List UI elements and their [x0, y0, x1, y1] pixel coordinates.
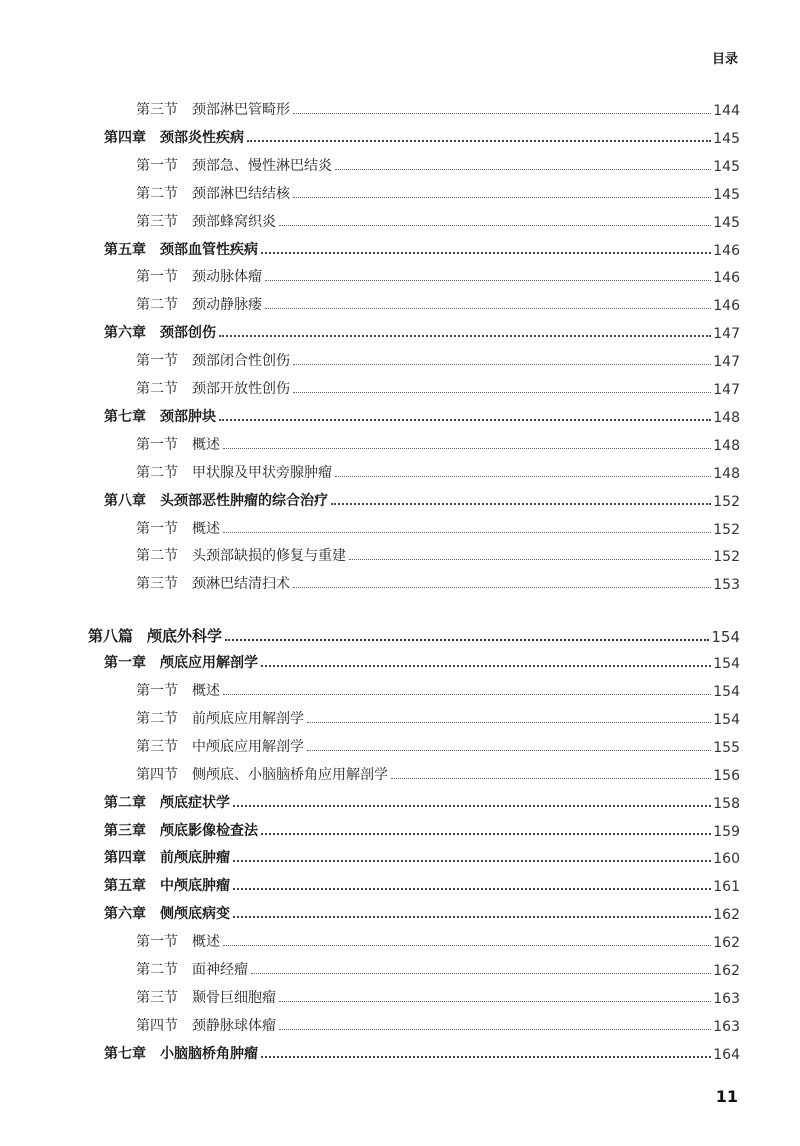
toc-entry-page-number: 159	[713, 823, 740, 840]
toc-entry-number: 第一节	[136, 436, 178, 453]
toc-section-entry[interactable]	[136, 374, 740, 398]
toc-entry-title: 前颅底肿瘤	[160, 850, 230, 867]
toc-entry-page-number: 154	[713, 711, 740, 728]
dot-leader	[223, 945, 711, 946]
dot-leader	[261, 833, 711, 835]
toc-entry-page-number: 148	[713, 409, 740, 426]
toc-chapter-entry[interactable]	[104, 486, 740, 510]
toc-entry-title: 概述	[192, 934, 220, 951]
toc-section-entry[interactable]	[136, 569, 740, 593]
toc-entry-number: 第一节	[136, 934, 178, 951]
toc-entry-page-number: 147	[713, 326, 740, 343]
toc-entry-title: 概述	[192, 683, 220, 699]
toc-chapter-entry[interactable]	[104, 843, 740, 867]
toc-entry-number: 第二节	[136, 297, 178, 314]
toc-entry-number: 第二节	[136, 381, 178, 397]
toc-chapter-entry[interactable]	[104, 788, 740, 812]
toc-entry-title: 颈部肿块	[160, 408, 216, 425]
toc-entry-page-number: 154	[713, 684, 740, 700]
toc-entry-page-number: 158	[713, 795, 740, 812]
dot-leader	[293, 392, 711, 393]
toc-section-entry[interactable]	[136, 262, 740, 286]
toc-entry-page-number: 152	[713, 521, 740, 538]
toc-entry-title: 头颈部缺损的修复与重建	[192, 548, 346, 565]
toc-entry-number: 第四节	[136, 1017, 178, 1034]
toc-chapter-entry[interactable]	[104, 123, 740, 147]
dot-leader	[307, 722, 711, 723]
toc-entry-page-number: 152	[713, 549, 740, 566]
dot-leader	[251, 973, 711, 974]
toc-section-entry[interactable]	[136, 983, 740, 1007]
toc-entry-page-number: 160	[713, 851, 740, 868]
toc-entry-page-number: 161	[713, 879, 740, 896]
toc-entry-title: 颈部淋巴结结核	[192, 185, 290, 202]
running-header: 目录	[711, 52, 738, 67]
toc-entry-page-number: 147	[713, 382, 740, 398]
toc-chapter-entry[interactable]	[104, 871, 740, 895]
dot-leader	[331, 503, 711, 505]
toc-entry-title: 颈静脉球体瘤	[192, 1017, 276, 1034]
toc-section-entry[interactable]	[136, 458, 740, 482]
toc-section-entry[interactable]	[136, 151, 740, 175]
toc-entry-title: 颈动静脉瘘	[192, 297, 262, 314]
toc-section-entry[interactable]	[136, 95, 740, 119]
dot-leader	[233, 916, 711, 918]
dot-leader	[219, 335, 711, 337]
toc-entry-number: 第一节	[136, 520, 178, 537]
toc-entry-number: 第三节	[136, 102, 178, 118]
dot-leader	[223, 532, 711, 533]
dot-leader	[223, 694, 711, 695]
dot-leader	[349, 559, 711, 560]
toc-entry-number: 第七章	[104, 408, 146, 425]
toc-chapter-entry[interactable]	[104, 235, 740, 259]
toc-entry-number: 第八章	[104, 492, 146, 509]
toc-entry-title: 中颅底肿瘤	[160, 878, 230, 895]
toc-entry-title: 颈部开放性创伤	[192, 381, 290, 397]
toc-entry-title: 面神经瘤	[192, 962, 248, 978]
toc-entry-page-number: 156	[713, 767, 740, 784]
toc-entry-number: 第五章	[104, 241, 146, 258]
toc-section-entry[interactable]	[136, 732, 740, 756]
toc-entry-title: 中颅底应用解剖学	[192, 738, 304, 755]
dot-leader	[279, 225, 711, 226]
toc-entry-title: 颅底症状学	[160, 794, 230, 811]
toc-entry-page-number: 148	[713, 437, 740, 454]
toc-entry-page-number: 146	[713, 242, 740, 259]
toc-section-entry[interactable]	[136, 430, 740, 454]
toc-entry-number: 第二节	[136, 548, 178, 565]
toc-entry-title: 颈部血管性疾病	[160, 241, 258, 258]
dot-leader	[335, 476, 711, 477]
toc-section-entry[interactable]	[136, 207, 740, 231]
toc-entry-title: 甲状腺及甲状旁腺肿瘤	[192, 464, 332, 481]
dot-leader	[293, 364, 711, 365]
toc-entry-title: 颈部炎性疾病	[160, 129, 244, 146]
toc-entry-page-number: 164	[713, 1046, 740, 1063]
toc-entry-page-number: 154	[713, 656, 740, 673]
dot-leader	[335, 169, 711, 170]
toc-entry-page-number: 162	[713, 963, 740, 979]
toc-entry-title: 颈部蜂窝织炎	[192, 213, 276, 230]
toc-entry-number: 第三节	[136, 738, 178, 755]
dot-leader	[293, 113, 711, 114]
dot-leader	[225, 639, 709, 641]
toc-entry-number: 第七章	[104, 1045, 146, 1062]
toc-entry-number: 第二章	[104, 794, 146, 811]
toc-entry-title: 小脑脑桥角肿瘤	[160, 1045, 258, 1062]
toc-entry-number: 第一章	[104, 655, 146, 672]
toc-chapter-entry[interactable]	[104, 899, 740, 923]
toc-entry-title: 颈部闭合性创伤	[192, 353, 290, 370]
toc-entry-title: 颅底应用解剖学	[160, 655, 258, 672]
toc-entry-number: 第八篇	[88, 627, 134, 646]
toc-entry-number: 第六章	[104, 906, 146, 923]
dot-leader	[219, 419, 711, 421]
dot-leader	[233, 860, 711, 862]
toc-entry-page-number: 146	[713, 270, 740, 287]
toc-entry-number: 第四章	[104, 850, 146, 867]
toc-entry-number: 第二节	[136, 185, 178, 202]
toc-section-entry[interactable]	[136, 514, 740, 538]
toc-entry-title: 颈部淋巴管畸形	[192, 102, 290, 118]
toc-section-entry[interactable]	[136, 346, 740, 370]
dot-leader	[233, 888, 711, 890]
toc-chapter-entry[interactable]	[104, 318, 740, 342]
dot-leader	[279, 1001, 711, 1002]
toc-section-entry[interactable]	[136, 179, 740, 203]
toc-entry-page-number: 163	[713, 1018, 740, 1035]
toc-entry-number: 第一节	[136, 353, 178, 370]
toc-entry-page-number: 146	[713, 298, 740, 315]
dot-leader	[265, 308, 711, 309]
toc-section-entry[interactable]	[136, 676, 740, 700]
dot-leader	[265, 280, 711, 281]
toc-entry-page-number: 148	[713, 465, 740, 482]
toc-entry-title: 概述	[192, 520, 220, 537]
toc-entry-page-number: 153	[713, 577, 740, 594]
toc-chapter-entry[interactable]	[104, 402, 740, 426]
toc-entry-title: 侧颅底、小脑脑桥角应用解剖学	[192, 766, 388, 783]
toc-section-entry[interactable]	[136, 955, 740, 979]
toc-entry-title: 颈部急、慢性淋巴结炎	[192, 157, 332, 174]
toc-entry-title: 颈淋巴结清扫术	[192, 576, 290, 593]
toc-entry-page-number: 145	[713, 158, 740, 175]
dot-leader	[391, 778, 711, 779]
toc-entry-page-number: 147	[713, 354, 740, 371]
toc-entry-number: 第二节	[136, 464, 178, 481]
toc-chapter-entry[interactable]	[104, 648, 740, 672]
dot-leader	[279, 1029, 711, 1030]
toc-entry-page-number: 145	[713, 130, 740, 147]
toc-entry-number: 第一节	[136, 157, 178, 174]
toc-entry-page-number: 145	[713, 214, 740, 231]
dot-leader	[261, 1056, 711, 1058]
toc-entry-title: 前颅底应用解剖学	[192, 710, 304, 727]
toc-entry-number: 第六章	[104, 325, 146, 342]
dot-leader	[307, 750, 711, 751]
page-number: 11	[715, 1087, 738, 1106]
toc-entry-page-number: 154	[711, 628, 740, 647]
toc-entry-number: 第五章	[104, 878, 146, 895]
toc-entry-page-number: 163	[713, 990, 740, 1007]
toc-entry-number: 第三节	[136, 989, 178, 1006]
toc-entry-number: 第三章	[104, 822, 146, 839]
toc-entry-title: 概述	[192, 436, 220, 453]
toc-entry-number: 第三节	[136, 576, 178, 593]
toc-chapter-entry[interactable]	[104, 816, 740, 840]
toc-entry-page-number: 155	[713, 739, 740, 756]
toc-section-entry[interactable]	[136, 760, 740, 784]
dot-leader	[247, 140, 711, 142]
toc-entry-title: 颈部创伤	[160, 325, 216, 342]
toc-entry-title: 颞骨巨细胞瘤	[192, 989, 276, 1006]
toc-section-entry[interactable]	[136, 541, 740, 565]
toc-section-entry[interactable]	[136, 704, 740, 728]
toc-entry-number: 第四章	[104, 129, 146, 146]
toc-entry-page-number: 145	[713, 186, 740, 203]
toc-part-entry[interactable]	[88, 620, 740, 646]
dot-leader	[261, 252, 711, 254]
toc-entry-title: 颈动脉体瘤	[192, 269, 262, 286]
toc-chapter-entry[interactable]	[104, 1039, 740, 1063]
toc-entry-title: 侧颅底病变	[160, 906, 230, 923]
toc-section-entry[interactable]	[136, 927, 740, 951]
toc-entry-number: 第二节	[136, 962, 178, 978]
toc-entry-page-number: 144	[713, 103, 740, 119]
toc-entry-title: 颅底外科学	[147, 627, 223, 646]
dot-leader	[293, 587, 711, 588]
toc-entry-number: 第四节	[136, 766, 178, 783]
toc-entry-page-number: 152	[713, 493, 740, 510]
dot-leader	[223, 448, 711, 449]
toc-entry-page-number: 162	[713, 907, 740, 924]
toc-entry-number: 第三节	[136, 213, 178, 230]
toc-section-entry[interactable]	[136, 1011, 740, 1035]
dot-leader	[261, 665, 711, 667]
toc-entry-number: 第一节	[136, 269, 178, 286]
toc-entry-title: 头颈部恶性肿瘤的综合治疗	[160, 492, 328, 509]
dot-leader	[233, 805, 711, 807]
toc-section-entry[interactable]	[136, 290, 740, 314]
toc-entry-number: 第二节	[136, 710, 178, 727]
toc-entry-title: 颅底影像检查法	[160, 822, 258, 839]
dot-leader	[293, 197, 711, 198]
toc-entry-page-number: 162	[713, 935, 740, 952]
toc-entry-number: 第一节	[136, 683, 178, 699]
